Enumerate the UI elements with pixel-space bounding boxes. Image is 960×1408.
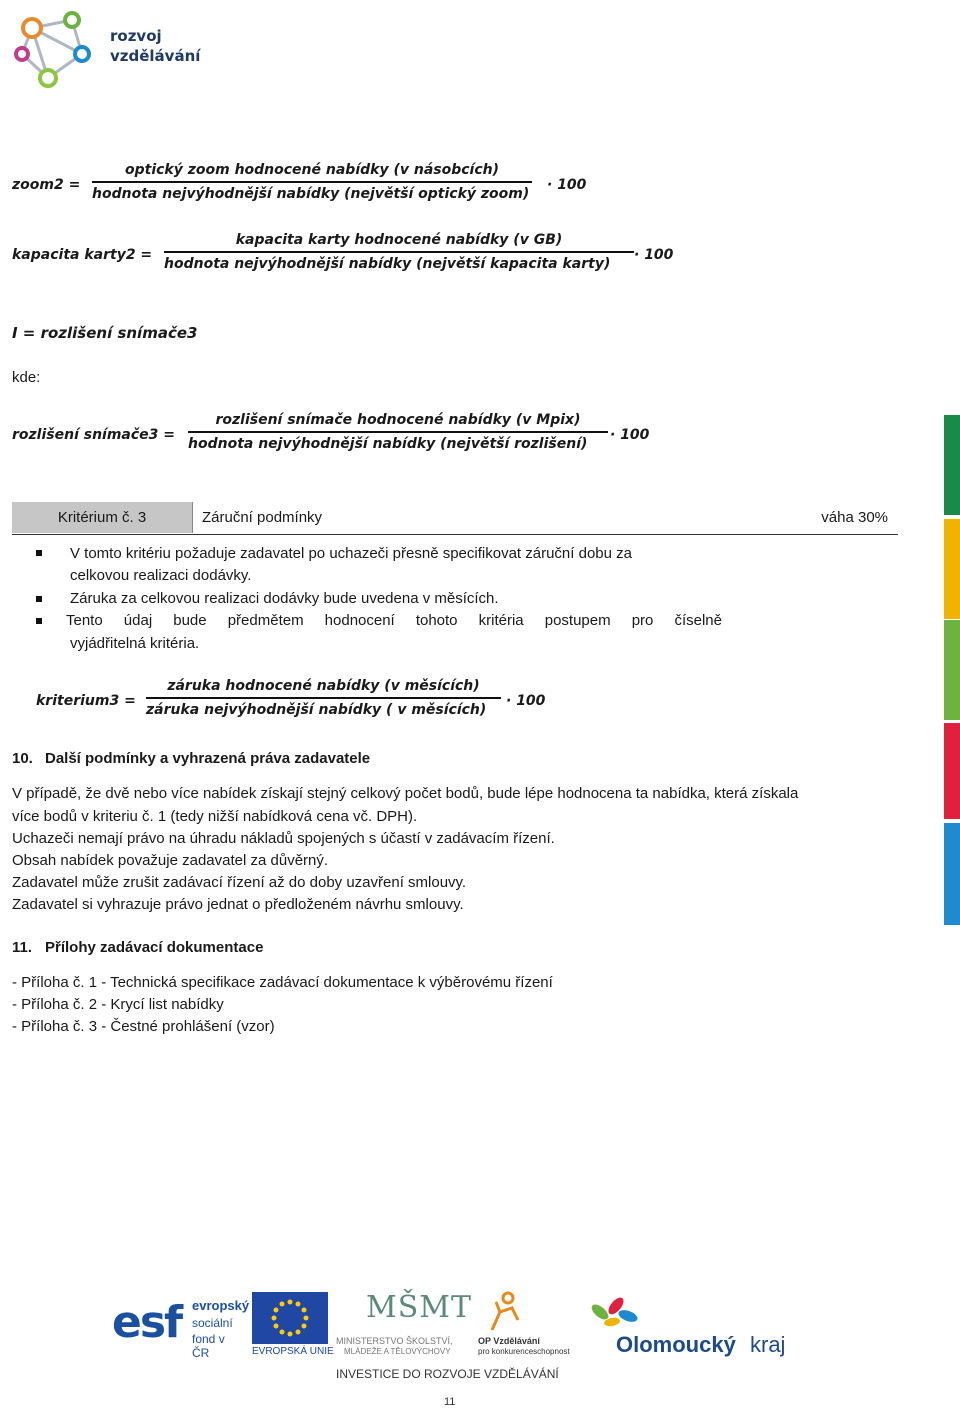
olomoucky-bold: Olomoucký [616, 1332, 736, 1357]
sidebar-stripe-red [944, 723, 960, 819]
formula-karta-multiplier: · 100 [634, 247, 674, 263]
formula-rozliseni-multiplier: · 100 [610, 427, 650, 443]
section-10-line: Zadavatel si vyhrazuje právo jednat o předloženém návrhu smlouvy. [12, 896, 464, 913]
formula-kriterium-lhs: kriterium3 = [36, 693, 136, 709]
formula-kriterium-denominator: záruka nejvýhodnější nabídky ( v měsících) [146, 702, 487, 718]
sidebar-stripe-green2 [944, 620, 960, 720]
bullet-3-line2: vyjádřitelná kritéria. [70, 635, 200, 652]
criterion-name: Záruční podmínky [202, 509, 323, 526]
esf-line2: sociální [192, 1316, 233, 1330]
esf-logo-mark: esf [112, 1297, 182, 1348]
formula-kriterium [36, 678, 556, 730]
esf-line1: evropský [192, 1298, 250, 1313]
formula-karta-lhs: kapacita karty2 = [12, 247, 153, 263]
esf-line3: fond v ČR [192, 1332, 225, 1360]
page-number: 11 [444, 1396, 456, 1408]
formula-kriterium-numerator: záruka hodnocené nabídky (v měsících) [167, 678, 480, 694]
formula-rozliseni [12, 412, 672, 462]
msmt-logo [336, 1290, 472, 1360]
section-10-line: Zadavatel může zrušit zadávací řízení až do doby uzavření smlouvy. [12, 874, 467, 891]
op-figure-icon [478, 1290, 528, 1334]
eu-logo [252, 1292, 332, 1358]
bullet-marker [36, 618, 42, 624]
criterion-label: Kritérium č. 3 [12, 502, 193, 533]
bullet-1-line1: V tomto kritériu požaduje zadavatel po uchazeči přesně specifikovat záruční dobu za [70, 545, 632, 562]
logo-text-line1: rozvoj [110, 27, 162, 45]
msmt-line2: MLÁDEŽE A TĚLOVÝCHOVY [344, 1347, 451, 1356]
op-logo [478, 1290, 568, 1360]
logo [10, 6, 100, 90]
bullet-3-line1: Tento údaj bude předmětem hodnocení tohoto kritéria postupem pro číselně [66, 612, 722, 629]
kde-label: kde: [12, 369, 41, 386]
bullet-marker [36, 550, 42, 556]
olomoucky-kraj-logo [586, 1292, 796, 1362]
formula-rozliseni-lhs: rozlišení snímače3 = [12, 427, 176, 443]
formula-rozliseni-denominator: hodnota nejvýhodnější nabídky (největší rozlišení) [188, 436, 588, 452]
sidebar-stripe-blue [944, 823, 960, 925]
esf-logo [112, 1292, 250, 1360]
logo-text-line2: vzdělávání [110, 47, 201, 65]
criterion-row [12, 502, 898, 535]
olomoucky-light: kraj [750, 1332, 786, 1357]
formula-kriterium-multiplier: · 100 [506, 693, 546, 709]
section-10-line: V případě, že dvě nebo více nabídek získají stejný celkový počet bodů, bude lépe hodnocena ta nabídka, která získala [12, 785, 799, 802]
op-line1: OP Vzdělávání [478, 1336, 540, 1346]
msmt-mark: MŠMT [366, 1290, 472, 1325]
attachment-item: - Příloha č. 2 - Krycí list nabídky [12, 996, 224, 1013]
eu-label: EVROPSKÁ UNIE [252, 1346, 334, 1357]
op-line2: pro konkurenceschopnost [478, 1347, 570, 1356]
logo-network-icon [10, 6, 100, 90]
formula-zoom-multiplier: · 100 [547, 177, 587, 193]
formula-karta-numerator: kapacita karty hodnocené nabídky (v GB) [235, 232, 563, 248]
formula-zoom-numerator: optický zoom hodnocené nabídky (v násobcích) [124, 162, 500, 178]
bullet-2-line1: Záruka za celkovou realizaci dodávky bude uvedena v měsících. [70, 590, 499, 607]
formula-karta-denominator: hodnota nejvýhodnější nabídky (největší kapacita karty) [164, 256, 611, 272]
eu-flag-icon [252, 1292, 328, 1344]
section-10-number: 10. [12, 750, 33, 767]
section-11-title: Přílohy zadávací dokumentace [45, 939, 264, 956]
sidebar-stripe-green [944, 415, 960, 515]
attachment-item: - Příloha č. 1 - Technická specifikace zadávací dokumentace k výběrovému řízení [12, 974, 553, 991]
bullet-marker [36, 596, 42, 602]
msmt-line1: MINISTERSTVO ŠKOLSTVÍ, [336, 1336, 453, 1346]
formula-zoom [12, 162, 612, 212]
section-11-number: 11. [12, 939, 33, 956]
section-10-line: Obsah nabídek považuje zadavatel za důvěrný. [12, 852, 329, 869]
investice-tagline: INVESTICE DO ROZVOJE VZDĚLÁVÁNÍ [336, 1367, 559, 1381]
formula-rozliseni-numerator: rozlišení snímače hodnocené nabídky (v Mpix) [215, 412, 581, 428]
formula-zoom-denominator: hodnota nejvýhodnější nabídky (největší optický zoom) [92, 186, 530, 202]
attachment-item: - Příloha č. 3 - Čestné prohlášení (vzor) [12, 1018, 275, 1035]
bullet-1-line2: celkovou realizaci dodávky. [70, 567, 252, 584]
formula-i-definition: I = rozlišení snímače3 [12, 324, 198, 342]
formula-zoom-lhs: zoom2 = [12, 177, 81, 193]
section-10-line: více bodů v kriteriu č. 1 (tedy nižší nabídková cena vč. DPH). [12, 808, 418, 825]
criterion-weight: váha 30% [821, 509, 888, 526]
section-10-title: Další podmínky a vyhrazená práva zadavatele [45, 750, 371, 767]
leaf-icon [586, 1292, 642, 1332]
section-10-line: Uchazeči nemají právo na úhradu nákladů spojených s účastí v zadávacím řízení. [12, 830, 555, 847]
sidebar-stripe-yellow [944, 519, 960, 619]
formula-karta [12, 232, 692, 282]
